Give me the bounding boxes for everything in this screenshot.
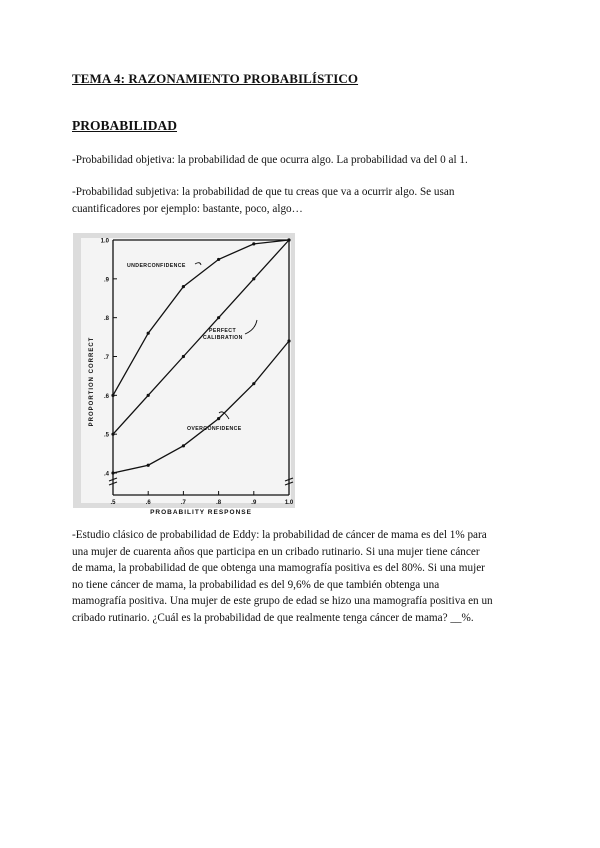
section-title: PROBABILIDAD [72, 118, 178, 133]
x-tick-label: .6 [145, 500, 151, 506]
y-tick-label: .5 [103, 432, 109, 439]
underconfidence-point [252, 242, 255, 245]
perfect-calibration-point [182, 355, 185, 358]
paragraph-line: cribado rutinario. ¿Cuál es la probabilidad de que realmente tenga cáncer de mama? __%. [72, 611, 474, 624]
overconfidence-point [147, 464, 150, 467]
underconfidence-point [217, 258, 220, 261]
perfect-calibration-point [147, 394, 150, 397]
underconfidence-point [147, 332, 150, 335]
paragraph-line: una mujer de cuarenta años que participa en un cribado rutinario. Si una mujer tiene cáncer [72, 545, 480, 558]
paragraph-line: -Probabilidad subjetiva: la probabilidad de que tu creas que va a ocurrir algo. Se usan [72, 186, 455, 198]
annotation-calibration: CALIBRATION [203, 335, 243, 341]
annotation-underconfidence: UNDERCONFIDENCE [127, 263, 186, 269]
y-tick-label: .8 [103, 316, 109, 323]
paragraph-eddy [72, 527, 534, 626]
perfect-calibration-point [252, 277, 255, 280]
overconfidence-point [217, 417, 220, 420]
y-tick-label: .4 [103, 471, 109, 478]
y-tick-label: .7 [103, 355, 109, 361]
underconfidence-point [182, 285, 185, 288]
page-title: TEMA 4: RAZONAMIENTO PROBABILÍSTICO [72, 71, 359, 86]
overconfidence-point [182, 444, 185, 447]
annotation-overconfidence: OVERCONFIDENCE [187, 426, 242, 432]
paragraph-line: -Estudio clásico de probabilidad de Eddy: la probabilidad de cáncer de mama es del 1% para [72, 529, 487, 541]
x-tick-label: .5 [110, 500, 116, 506]
y-tick-label: 1.0 [100, 238, 109, 245]
paragraph-line: mamografía positiva. Una mujer de este grupo de edad se hizo una mamografía positiva en un [72, 595, 493, 607]
paragraph-line: -Probabilidad objetiva: la probabilidad de que ocurra algo. La probabilidad va del 0 al 1. [72, 154, 468, 166]
perfect-calibration-point [217, 316, 220, 319]
annotation-perfect: PERFECT [209, 328, 237, 334]
paragraph-subjective [72, 184, 542, 217]
y-tick-label: .9 [103, 277, 109, 284]
x-tick-label: .8 [216, 500, 222, 506]
overconfidence-point [287, 339, 290, 342]
calibration-figure [73, 233, 295, 516]
paragraph-objective [72, 152, 542, 169]
y-tick-label: .6 [103, 393, 109, 400]
calibration-chart [73, 233, 295, 516]
paragraph-line: no tiene cáncer de mama, la probabilidad es del 9,6% de que también obtenga una [72, 578, 440, 591]
paragraph-line: cuantificadores por ejemplo: bastante, poco, algo… [72, 202, 303, 215]
overconfidence-point [111, 471, 114, 474]
y-axis-title: PROPORTION CORRECT [89, 336, 95, 427]
x-tick-label: 1.0 [284, 500, 294, 506]
overconfidence-point [252, 382, 255, 385]
underconfidence-point [111, 394, 114, 397]
x-tick-label: .9 [251, 500, 257, 506]
x-axis-title: PROBABILITY RESPONSE [150, 509, 252, 516]
x-tick-label: .7 [180, 500, 186, 506]
perfect-calibration-point [111, 433, 114, 436]
paragraph-line: de mama, la probabilidad de que obtenga una mamografía positiva es del 80%. Si una mujer [72, 562, 485, 574]
